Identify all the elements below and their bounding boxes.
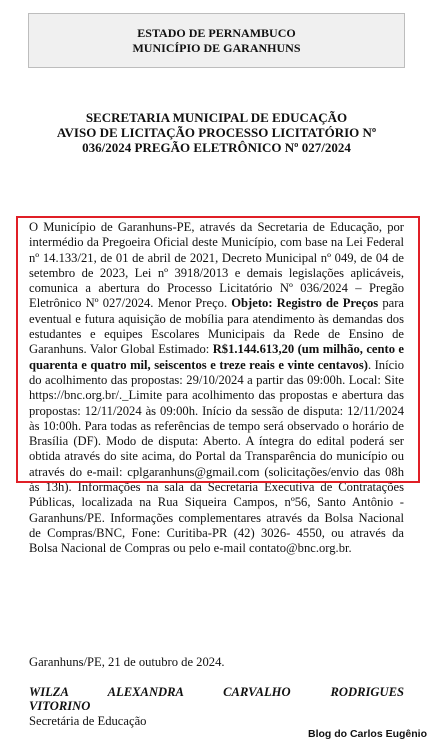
estimated-value: R$1.144.613,20 (um milhão, cento e quarenta e quatro mil, seiscentos e treze reais e vinte centavos)	[29, 342, 404, 372]
body-details: . Início do acolhimento das propostas: 29/10/2024 a partir das 09:00h. Local: Site https://bnc.org.br/._Limite para acolhimento das propostas e abertura das propostas: 12/11/2024 às 09:00h. Início da sessão de disputa: 12/11/2024 às 10:00h. Para todas as referências de tempo será observado o horário de Brasília (DF). Modo de disputa: Aberto. A íntegra do edital poderá ser obtida através do site acima, do Portal da Transparência do município ou através do e-mail: cplgaranhuns@gmail.com (solicitações/envio das 08h às 13h). Informações na sala da Secretaria Executiva de Contratações Públicas, localizada na Rua Siqueira Campos, nº56, Santo Antônio - Garanhuns/PE. Informações complementares através da Bolsa Nacional de Compras/BNC, Fone: Curitiba-PR (42) 3026- 4550, ou através da Bolsa Nacional de Compras ou pelo e-mail contato@bnc.org.br.	[29, 357, 404, 556]
body-object: para eventual e futura aquisição de mobília para atendimento às demandas dos estudantes e equipes Escolares Municipais da Rede de Ensino de Garanhuns. Valor Global Estimado:	[29, 296, 404, 357]
header-municipality: MUNICÍPIO DE GARANHUNS	[132, 40, 301, 55]
title-line-3: 036/2024 PREGÃO ELETRÔNICO Nº 027/2024	[82, 140, 351, 155]
notice-title	[28, 110, 405, 155]
header-state: ESTADO DE PERNAMBUCO	[137, 25, 296, 40]
blog-watermark: Blog do Carlos Eugênio	[307, 728, 427, 740]
signer-name-line-1: WILZA ALEXANDRA CARVALHO RODRIGUES	[29, 685, 404, 699]
notice-body	[29, 220, 404, 557]
title-line-2: AVISO DE LICITAÇÃO PROCESSO LICITATÓRIO Nº	[56, 125, 377, 140]
date-line: Garanhuns/PE, 21 de outubro de 2024.	[29, 655, 225, 669]
objeto-label: Objeto: Registro de Preços	[231, 296, 379, 311]
title-line-1: SECRETARIA MUNICIPAL DE EDUCAÇÃO	[85, 110, 348, 125]
signer-role: Secretária de Educação	[29, 714, 147, 728]
body-intro: O Município de Garanhuns-PE, através da Secretaria de Educação, por intermédio da Pregoeira Oficial deste Município, com base na Lei Federal nº 14.133/21, de 01 de abril de 2021, Decreto Municipal nº 049, de 04 de setembro de 2023, Lei nº 3918/2013 e demais legislações aplicáveis, comunica a abertura do Processo Licitatório Nº 036/2024 – Pregão Eletrônico Nº 027/2024. Menor Preço.	[29, 220, 404, 311]
header-box	[28, 13, 405, 68]
signer-name-line-2: VITORINO	[29, 699, 91, 713]
